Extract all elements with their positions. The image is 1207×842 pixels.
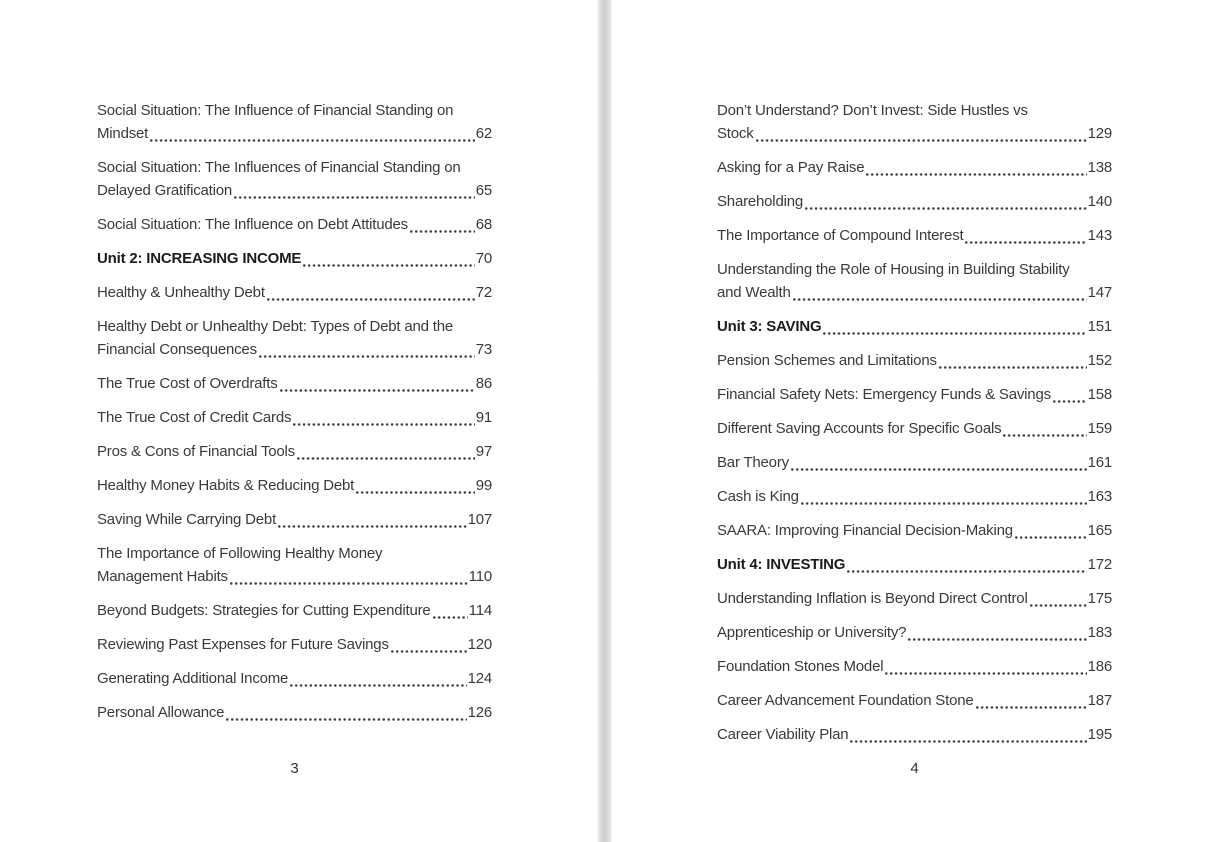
toc-entry[interactable] [717,451,1112,474]
toc-entry-last-line [97,247,492,270]
dot-leader [1015,536,1087,539]
toc-entry-last-line [97,440,492,463]
dot-leader [793,298,1087,301]
toc-entry-title: Apprenticeship or University? [717,624,907,641]
dot-leader [939,366,1087,369]
toc-entry-last-line [97,372,492,395]
toc-entry-title: Healthy Money Habits & Reducing Debt [97,477,355,494]
toc-entry-last-line [717,315,1112,338]
toc-entry-last-line [97,213,492,236]
toc-entry-last-line [717,689,1112,712]
toc-entry-page-number: 175 [1087,590,1112,607]
dot-leader [756,139,1087,142]
dot-leader [433,616,468,619]
toc-entry-page-number: 151 [1087,318,1112,335]
toc-entry-title: Saving While Carrying Debt [97,511,277,528]
toc-entry-page-number: 73 [475,341,492,358]
toc-entry-page-number: 110 [468,568,492,585]
toc-entry-page-number: 68 [475,216,492,233]
toc-entry-title: Delayed Gratification [97,182,233,199]
toc-entry-page-number: 143 [1087,227,1112,244]
toc-entry-last-line [717,417,1112,440]
toc-entry-page-number: 147 [1087,284,1112,301]
toc-entry[interactable] [97,156,492,202]
toc-entry-title-line: Understanding the Role of Housing in Building Stability [717,261,1070,278]
dot-leader [965,241,1086,244]
toc-entry-last-line [717,156,1112,179]
dot-leader [234,196,475,199]
toc-entry-last-line [97,338,492,361]
toc-entry[interactable] [717,553,1112,576]
dot-leader [850,740,1086,743]
dot-leader [410,230,475,233]
toc-entry-page-number: 172 [1087,556,1112,573]
toc-entry[interactable] [97,542,492,588]
dot-leader [801,502,1087,505]
toc-entry-last-line [717,621,1112,644]
dot-leader [280,389,475,392]
toc-entry-title: Beyond Budgets: Strategies for Cutting Expenditure [97,602,431,619]
toc-entry-page-number: 163 [1087,488,1112,505]
toc-entry-last-line [717,723,1112,746]
toc-entry[interactable] [717,315,1112,338]
toc-entry-last-line [717,519,1112,542]
dot-leader [805,207,1087,210]
dot-leader [1053,400,1087,403]
dot-leader [908,638,1086,641]
toc-entry-title: Pension Schemes and Limitations [717,352,937,369]
toc-entry-title: The Importance of Compound Interest [717,227,964,244]
toc-entry-title: Mindset [97,125,149,142]
toc-entry-page-number: 187 [1087,692,1112,709]
toc-entry-page-number: 161 [1087,454,1112,471]
toc-entry[interactable] [717,519,1112,542]
toc-entry-title: Bar Theory [717,454,789,471]
toc-entry-last-line [97,179,492,202]
toc-list-left [97,0,492,724]
toc-entry[interactable] [97,701,492,724]
dot-leader [226,718,466,721]
toc-entry-title: The True Cost of Credit Cards [97,409,292,426]
toc-entry-last-line [717,281,1112,304]
toc-entry[interactable] [97,213,492,236]
toc-entry-title: Unit 3: SAVING [717,318,822,335]
toc-entry[interactable] [717,689,1112,712]
toc-entry[interactable] [717,417,1112,440]
toc-entry[interactable] [97,599,492,622]
dot-leader [267,298,475,301]
page-left[interactable] [0,0,597,842]
toc-entry[interactable] [717,349,1112,372]
dot-leader [303,264,475,267]
toc-entry-title: Financial Safety Nets: Emergency Funds & Savings [717,386,1051,403]
toc-entry-page-number: 159 [1087,420,1112,437]
toc-entry[interactable] [717,156,1112,179]
toc-entry-last-line [97,474,492,497]
toc-entry-last-line [717,485,1112,508]
toc-entry[interactable] [717,99,1112,145]
toc-entry-last-line [717,349,1112,372]
page-right[interactable] [612,0,1207,842]
toc-entry-title: Understanding Inflation is Beyond Direct Control [717,590,1028,607]
dot-leader [866,173,1086,176]
toc-entry-title: Unit 4: INVESTING [717,556,846,573]
toc-entry-title: Foundation Stones Model [717,658,884,675]
toc-entry[interactable] [97,406,492,429]
dot-leader [823,332,1086,335]
toc-entry[interactable] [97,372,492,395]
toc-entry-page-number: 124 [467,670,492,687]
dot-leader [976,706,1087,709]
toc-entry-page-number: 158 [1087,386,1112,403]
dot-leader [230,582,468,585]
toc-entry-title: Financial Consequences [97,341,257,358]
toc-entry[interactable] [717,190,1112,213]
toc-entry-title: Social Situation: The Influence on Debt Attitudes [97,216,408,233]
dot-leader [356,491,475,494]
toc-entry-title: Personal Allowance [97,704,225,721]
toc-entry-last-line [97,122,492,145]
toc-entry[interactable] [717,485,1112,508]
toc-entry-last-line [717,587,1112,610]
toc-entry-title: Career Advancement Foundation Stone [717,692,974,709]
toc-entry-last-line [97,701,492,724]
toc-entry-title: Shareholding [717,193,804,210]
toc-entry[interactable] [97,315,492,361]
toc-entry[interactable] [97,508,492,531]
toc-entry-page-number: 140 [1087,193,1112,210]
toc-entry-page-number: 62 [475,125,492,142]
toc-entry[interactable] [97,99,492,145]
toc-entry-page-number: 165 [1087,522,1112,539]
toc-entry[interactable] [717,621,1112,644]
toc-entry[interactable] [717,723,1112,746]
dot-leader [293,423,474,426]
toc-entry-last-line [97,667,492,690]
toc-entry-page-number: 129 [1087,125,1112,142]
toc-entry-last-line [717,383,1112,406]
toc-entry-page-number: 183 [1087,624,1112,641]
toc-entry-last-line [717,122,1112,145]
toc-entry-title: Reviewing Past Expenses for Future Savings [97,636,389,653]
toc-entry-last-line [97,599,492,622]
toc-entry-last-line [717,190,1112,213]
toc-entry-title-line: Social Situation: The Influence of Financial Standing on [97,102,454,119]
toc-entry-page-number: 126 [467,704,492,721]
toc-entry-page-number: 86 [475,375,492,392]
toc-entry-page-number: 72 [475,284,492,301]
toc-entry[interactable] [717,587,1112,610]
dot-leader [150,139,475,142]
toc-entry[interactable] [97,474,492,497]
toc-entry-page-number: 114 [468,602,492,619]
toc-entry-title: Different Saving Accounts for Specific Goals [717,420,1002,437]
toc-entry-title: Pros & Cons of Financial Tools [97,443,295,460]
toc-entry-last-line [717,451,1112,474]
toc-entry-title: Career Viability Plan [717,726,849,743]
toc-entry-title: Unit 2: INCREASING INCOME [97,250,302,267]
toc-entry-title-line: Healthy Debt or Unhealthy Debt: Types of Debt and the [97,318,454,335]
toc-entry-last-line [97,508,492,531]
toc-list-right [717,0,1112,746]
dot-leader [391,650,467,653]
dot-leader [259,355,475,358]
dot-leader [278,525,467,528]
toc-entry-last-line [717,553,1112,576]
toc-entry-page-number: 65 [475,182,492,199]
toc-entry[interactable] [717,258,1112,304]
dot-leader [791,468,1087,471]
toc-entry-title-line: Social Situation: The Influences of Financial Standing on [97,159,461,176]
toc-entry-page-number: 195 [1087,726,1112,743]
toc-entry-page-number: 152 [1087,352,1112,369]
toc-entry-last-line [97,281,492,304]
toc-entry-title: Cash is King [717,488,799,505]
toc-entry-page-number: 107 [467,511,492,528]
toc-entry-title-line: The Importance of Following Healthy Money [97,545,383,562]
toc-entry[interactable] [97,247,492,270]
toc-entry[interactable] [717,383,1112,406]
dot-leader [847,570,1086,573]
toc-entry[interactable] [97,281,492,304]
dot-leader [1003,434,1086,437]
toc-entry[interactable] [97,667,492,690]
toc-entry-title: Healthy & Unhealthy Debt [97,284,265,301]
toc-entry-title: Generating Additional Income [97,670,289,687]
toc-entry-last-line [97,406,492,429]
toc-entry-last-line [717,655,1112,678]
toc-entry-page-number: 70 [475,250,492,267]
toc-entry-page-number: 97 [475,443,492,460]
toc-entry-page-number: 186 [1087,658,1112,675]
toc-entry-title: Management Habits [97,568,228,585]
toc-entry-title-line: Don’t Understand? Don’t Invest: Side Hustles vs [717,102,1028,119]
dot-leader [297,457,475,460]
toc-entry[interactable] [97,440,492,463]
toc-entry-title: The True Cost of Overdrafts [97,375,278,392]
page-gutter-divider [597,0,612,842]
dot-leader [290,684,466,687]
toc-entry-page-number: 120 [467,636,492,653]
toc-entry-title: Stock [717,125,754,142]
toc-entry[interactable] [717,655,1112,678]
page-number-right: 4 [910,760,919,777]
toc-entry[interactable] [97,633,492,656]
dot-leader [885,672,1086,675]
toc-entry-title: Asking for a Pay Raise [717,159,865,176]
toc-entry-last-line [717,224,1112,247]
page-number-left: 3 [290,760,299,777]
toc-entry-page-number: 99 [475,477,492,494]
toc-entry-last-line [97,565,492,588]
toc-entry-last-line [97,633,492,656]
dot-leader [1030,604,1087,607]
toc-entry[interactable] [717,224,1112,247]
toc-entry-title: and Wealth [717,284,791,301]
toc-entry-title: SAARA: Improving Financial Decision-Making [717,522,1013,539]
toc-entry-page-number: 138 [1087,159,1112,176]
toc-entry-page-number: 91 [475,409,492,426]
